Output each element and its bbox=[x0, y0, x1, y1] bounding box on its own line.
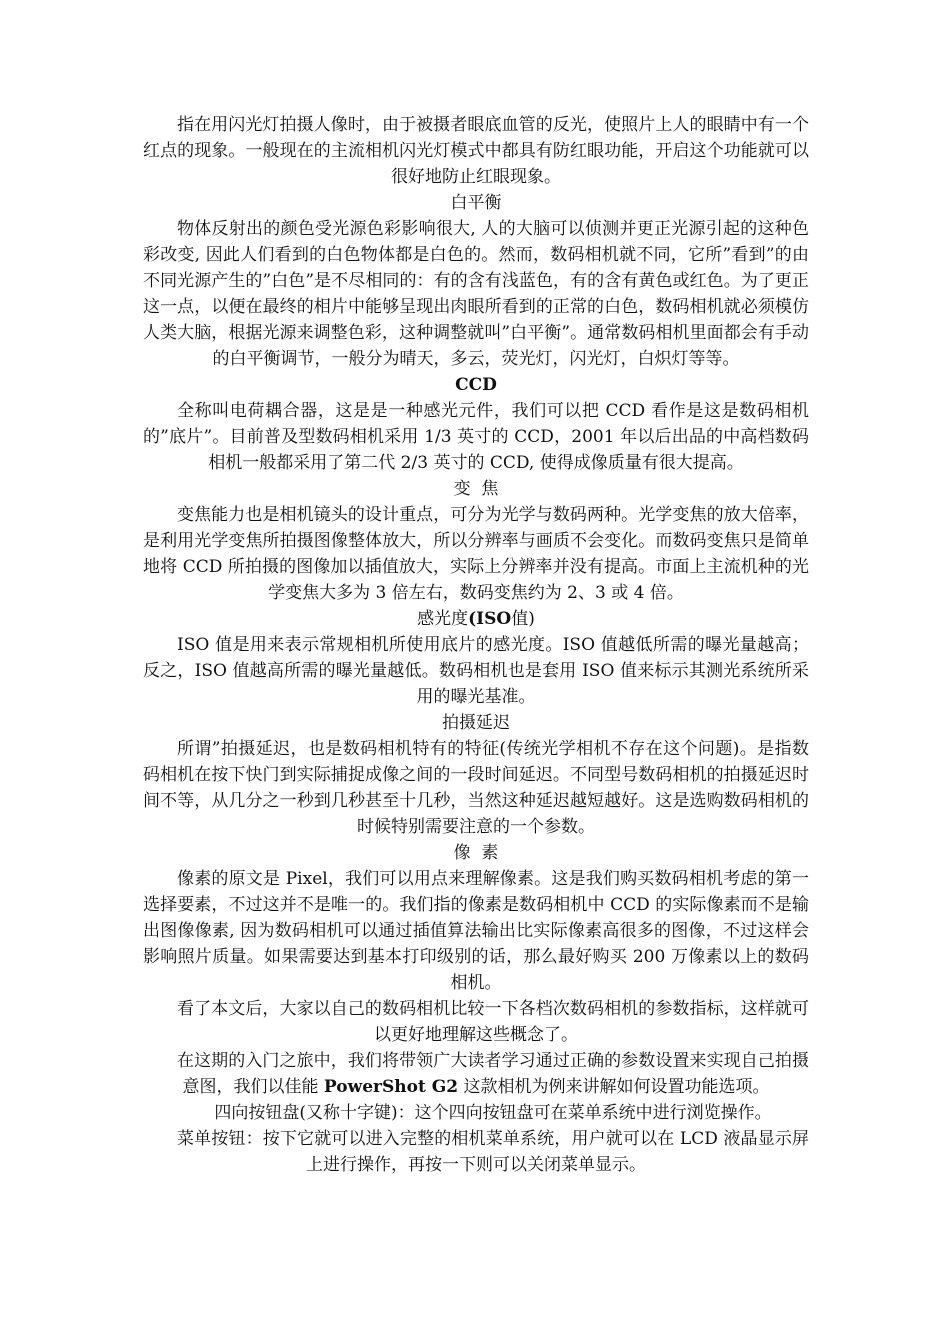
paragraph-intro-post: 这款相机为例来讲解如何设置功能选项。 bbox=[458, 1077, 770, 1097]
heading-zoom: 变 焦 bbox=[453, 479, 499, 499]
heading-iso-bold: (ISO bbox=[468, 609, 512, 629]
paragraph-four-way-button: 四向按钮盘(又称十字键)：这个四向按钮盘可在菜单系统中进行浏览操作。 bbox=[214, 1103, 772, 1123]
heading-ccd: CCD bbox=[455, 375, 497, 395]
heading-shutter-lag: 拍摄延迟 bbox=[442, 713, 510, 733]
paragraph-white-balance: 物体反射出的颜色受光源色彩影响很大, 人的大脑可以侦测并更正光源引起的这种色彩改变, 因此人们看到的白色物体都是白色的。然而，数码相机就不同，它所”看到”的由不同光源产生的”白色”是不尽相同的：有的含有浅蓝色，有的含有黄色或红色。为了更正这一点，以便在最终的相片中能够呈现出肉眼所看到的正常的白色，数码相机就必须模仿人类大脑，根据光源来调整色彩，这种调整就叫”白平衡”。通常数码相机里面都会有手动的白平衡调节，一般分为晴天，多云，荧光灯，闪光灯，白炽灯等等。 bbox=[143, 219, 809, 369]
paragraph-ccd: 全称叫电荷耦合器，这是是一种感光元件，我们可以把 CCD 看作是这是数码相机的”底片”。目前普及型数码相机采用 1/3 英寸的 CCD，2001 年以后出品的中高档数码相机一般都采用了第二代 2/3 英寸的 CCD, 使得成像质量有很大提高。 bbox=[143, 401, 809, 473]
paragraph-intro bbox=[143, 1048, 809, 1100]
paragraph-pixels: 像素的原文是 Pixel，我们可以用点来理解像素。这是我们购买数码相机考虑的第一选择要素，不过这并不是唯一的。我们指的像素是数码相机中 CCD 的实际像素而不是输出图像像素, 因为数码相机可以通过插值算法输出比实际像素高很多的图像，不过这样会影响照片质量。如果需要达到基本打印级别的话，那么最好购买 200 万像素以上的数码相机。 bbox=[143, 869, 809, 993]
heading-iso bbox=[143, 606, 809, 632]
document-page bbox=[143, 112, 809, 1178]
paragraph-shutter-lag: 所谓”拍摄延迟，也是数码相机特有的特征(传统光学相机不存在这个问题)。是指数码相机在按下快门到实际捕捉成像之间的一段时间延迟。不同型号数码相机的拍摄延迟时间不等，从几分之一秒到几秒甚至十几秒，当然这种延迟越短越好。这是选购数码相机的时候特别需要注意的一个参数。 bbox=[143, 739, 809, 837]
paragraph-zoom: 变焦能力也是相机镜头的设计重点，可分为光学与数码两种。光学变焦的放大倍率，是利用光学变焦所拍摄图像整体放大，所以分辨率与画质不会变化。而数码变焦只是简单地将 CCD 所拍摄的图像加以插值放大，实际上分辨率并没有提高。市面上主流机种的光学变焦大多为 3 倍左右，数码变焦约为 2、3 或 4 倍。 bbox=[143, 505, 809, 603]
heading-iso-pre: 感光度 bbox=[417, 609, 469, 629]
paragraph-red-eye: 指在用闪光灯拍摄人像时，由于被摄者眼底血管的反光，使照片上人的眼睛中有一个红点的现象。一般现在的主流相机闪光灯模式中都具有防红眼功能，开启这个功能就可以很好地防止红眼现象。 bbox=[143, 115, 809, 187]
paragraph-summary: 看了本文后，大家以自己的数码相机比较一下各档次数码相机的参数指标，这样就可以更好地理解这些概念了。 bbox=[177, 999, 809, 1045]
paragraph-intro-pre: 在这期的入门之旅中，我们将带领广大读者学习通过正确的参数设置来实现自己拍摄意图，我们以佳能 bbox=[177, 1051, 809, 1097]
paragraph-iso: ISO 值是用来表示常规相机所使用底片的感光度。ISO 值越低所需的曝光量越高；反之，ISO 值越高所需的曝光量越低。数码相机也是套用 ISO 值来标示其测光系统所采用的曝光基准。 bbox=[143, 635, 809, 707]
heading-pixels: 像 素 bbox=[453, 843, 499, 863]
camera-model-name: PowerShot G2 bbox=[323, 1077, 459, 1097]
heading-white-balance: 白平衡 bbox=[450, 193, 502, 213]
paragraph-menu-button: 菜单按钮：按下它就可以进入完整的相机菜单系统，用户就可以在 LCD 液晶显示屏上进行操作，再按一下则可以关闭菜单显示。 bbox=[177, 1129, 809, 1175]
heading-iso-post: 值) bbox=[511, 609, 535, 629]
